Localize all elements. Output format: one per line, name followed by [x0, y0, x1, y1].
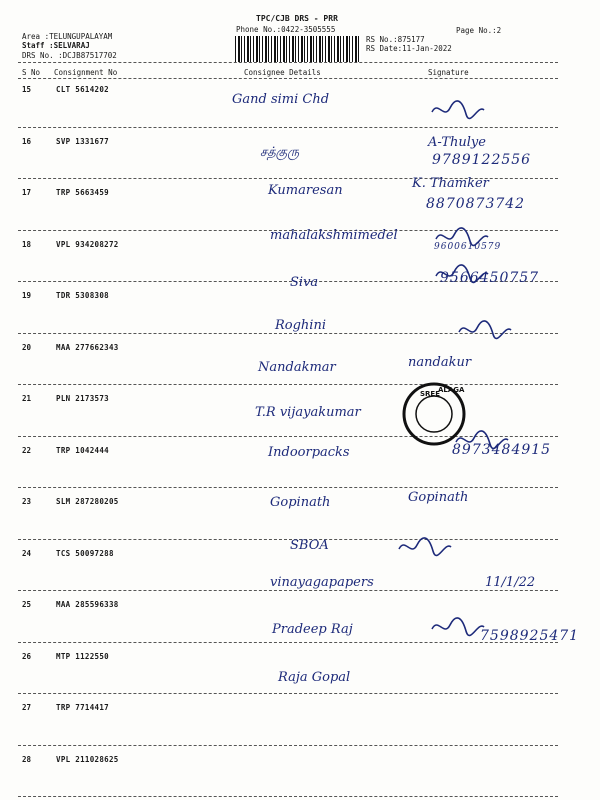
row-consignee-name: Indoorpacks [268, 445, 350, 460]
row-signature: K. Thamker [412, 176, 489, 191]
row-consignment-number: TRP 5663459 [56, 188, 109, 197]
row-phone-number: 9566450757 [440, 270, 540, 286]
row-divider [18, 384, 558, 385]
row-divider [18, 796, 558, 797]
row-signature-scribble [428, 615, 488, 639]
row-phone-number: 9600610579 [434, 242, 502, 252]
col-header-consignee: Consignee Details [244, 68, 321, 77]
row-serial-number: 28 [22, 754, 32, 764]
row-consignment-number: MAA 285596338 [56, 600, 119, 609]
row-phone-number: 8870873742 [426, 196, 526, 212]
row-signature-scribble [455, 318, 515, 342]
divider [18, 78, 558, 79]
row-consignment-number: PLN 2173573 [56, 394, 109, 403]
row-phone-number: 8973484915 [452, 442, 552, 458]
svg-text:ALAGA: ALAGA [438, 386, 465, 394]
row-signature: 11/1/22 [485, 575, 536, 590]
row-consignee-name: Gand simi Chd [232, 92, 330, 107]
svg-text:SREE: SREE [420, 390, 440, 398]
row-consignee-name: Roghini [275, 318, 326, 333]
staff-field: Staff :SELVARAJ [22, 41, 90, 50]
row-divider [18, 590, 558, 591]
row-signature: A-Thulye [428, 135, 486, 150]
row-serial-number: 24 [22, 548, 32, 558]
row-phone-number: 9789122556 [432, 152, 532, 168]
col-header-sno: S No [22, 68, 41, 77]
row-consignment-number: VPL 934208272 [56, 239, 119, 249]
row-consignment-number: TDR 5308308 [56, 291, 109, 300]
row-consignee-name: T.R vijayakumar [255, 405, 361, 420]
col-header-consignment: Consignment No [54, 68, 118, 77]
row-consignment-number: TRP 1042444 [56, 445, 109, 455]
barcode [235, 36, 361, 62]
row-divider [18, 539, 558, 540]
drs-number: DRS No. :DCJB87517702 [22, 51, 117, 60]
row-consignment-number: SLM 287280205 [56, 497, 119, 506]
row-consignee-name: Gopinath [270, 495, 331, 510]
row-divider [18, 127, 558, 128]
row-divider [18, 745, 558, 746]
row-serial-number: 21 [22, 394, 32, 403]
row-consignment-number: MTP 1122550 [56, 651, 109, 661]
row-serial-number: 19 [22, 291, 32, 300]
row-signature-scribble [428, 98, 488, 122]
phone-number: Phone No.:0422-3505555 [236, 25, 336, 34]
row-divider [18, 642, 558, 643]
row-consignee-name: Kumaresan [268, 183, 343, 198]
row-consignment-number: TCS 50097288 [56, 548, 114, 558]
row-serial-number: 15 [22, 85, 32, 94]
row-consignee-name: SBOA [290, 538, 329, 553]
row-serial-number: 23 [22, 497, 32, 506]
divider [18, 62, 558, 63]
row-consignee-name: Siva [290, 275, 319, 290]
row-serial-number: 16 [22, 136, 32, 146]
company-stamp [398, 378, 470, 450]
row-serial-number: 17 [22, 188, 32, 197]
row-serial-number: 20 [22, 342, 32, 352]
document-title: TPC/CJB DRS - PRR [256, 14, 338, 23]
rs-number: RS No.:875177 [366, 35, 425, 44]
row-serial-number: 18 [22, 239, 32, 249]
row-serial-number: 26 [22, 651, 32, 661]
row-serial-number: 22 [22, 445, 32, 455]
row-serial-number: 27 [22, 703, 32, 712]
area-field: Area :TELUNGUPALAYAM [22, 32, 113, 41]
row-consignee-name: Nandakmar [258, 360, 336, 375]
row-consignment-number: VPL 211028625 [56, 754, 119, 764]
row-consignment-number: MAA 277662343 [56, 342, 119, 352]
row-consignment-number: SVP 1331677 [56, 136, 109, 146]
row-consignment-number: TRP 7714417 [56, 703, 109, 712]
row-divider [18, 487, 558, 488]
row-phone-number: 7598925471 [480, 628, 580, 644]
row-consignee-name: Raja Gopal [278, 670, 351, 685]
row-consignee-name: vinayagapapers [270, 575, 374, 590]
row-consignee-name: சத்குரு [260, 145, 300, 160]
row-consignee-name: mahalakshmimedel [270, 228, 398, 243]
col-header-signature: Signature [428, 68, 469, 77]
row-consignment-number: CLT 5614202 [56, 85, 109, 94]
row-serial-number: 25 [22, 600, 32, 609]
row-divider [18, 693, 558, 694]
rs-date: RS Date:11-Jan-2022 [366, 44, 452, 53]
row-signature-scribble [395, 535, 455, 559]
row-signature: nandakur [408, 355, 472, 370]
page-number: Page No.:2 [456, 26, 502, 35]
row-consignee-name: Pradeep Raj [272, 622, 353, 637]
row-signature: Gopinath [408, 490, 469, 505]
